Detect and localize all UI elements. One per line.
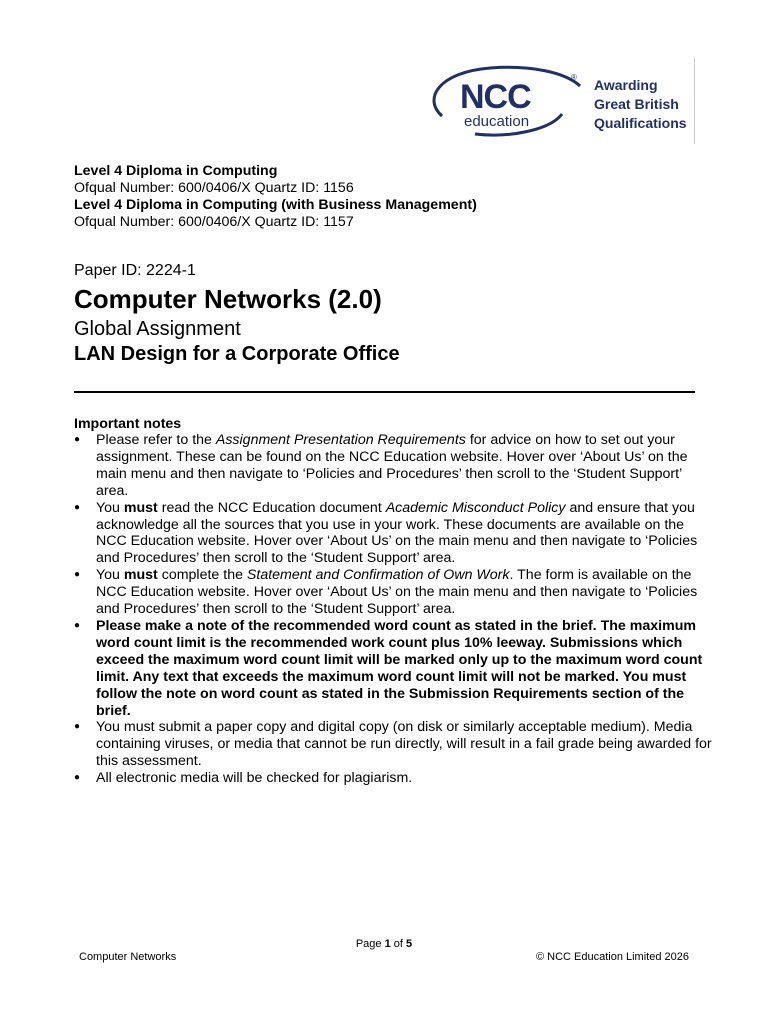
page-prefix: Page	[355, 938, 385, 950]
paper-id: Paper ID: 2224-1	[74, 262, 196, 279]
note-text: . The form is available on the NCC Education website. Hover over ‘About Us’ on the main menu and then navigate to ‘Policies and Procedures’ then scroll to the ‘Student Support’ area.	[96, 567, 698, 618]
footer-copyright: © NCC Education Limited 2026	[535, 951, 689, 963]
note-italic-text: Assignment Presentation Requirements	[215, 432, 466, 448]
logo-tagline	[594, 76, 687, 133]
note-item	[74, 432, 714, 500]
note-item	[74, 719, 714, 770]
horizontal-rule	[74, 391, 695, 393]
assignment-title: LAN Design for a Corporate Office	[74, 343, 400, 365]
important-notes-list	[74, 432, 714, 787]
note-bold-text: must	[123, 567, 158, 584]
page-number	[0, 938, 768, 950]
qualification-name: Level 4 Diploma in Computing	[74, 163, 278, 179]
logo-divider	[694, 58, 695, 144]
page-current: 1	[384, 938, 391, 950]
note-bold-text: Please make a note of the recommended word count as stated in the brief. The maximum word count limit is the recommended work count plus 10% leeway. Submissions which exceed the maximum word count limit will be marked only up to the maximum word count limit. Any text that exceeds the maximum word count limit will not be marked. You must follow the note on word count as stated in the Submission Requirements section of the brief.	[96, 617, 703, 719]
note-text: You	[96, 499, 124, 516]
note-text: complete the	[157, 567, 247, 584]
notes-heading: Important notes	[74, 416, 182, 432]
note-italic-text: Academic Misconduct Policy	[385, 499, 566, 516]
note-text: You must submit a paper copy and digital copy (on disk or similarly acceptable medium). Media containing viruses, or media that cannot be run directly, will result in a fail grade being awarded for this assessment.	[96, 719, 712, 770]
note-text: All electronic media will be checked for plagiarism.	[96, 770, 413, 787]
tagline-line: Great British	[594, 96, 679, 112]
note-item	[74, 770, 714, 787]
tagline-line: Awarding	[594, 77, 658, 93]
note-text: You	[96, 567, 124, 584]
document-title: Computer Networks (2.0)	[74, 284, 382, 314]
qualification-name: Level 4 Diploma in Computing (with Business Management)	[74, 197, 477, 213]
page-total: 5	[406, 938, 413, 950]
page-of: of	[390, 938, 407, 950]
note-text: and ensure that you acknowledge all the sources that you use in your work. These documents are available on the NCC Education website. Hover over ‘About Us’ on the main menu and then navigate to ‘Policies and Procedures’ then scroll to the ‘Student Support’ area.	[96, 499, 698, 567]
note-text: for advice on how to set out your assignment. These can be found on the NCC Education website. Hover over ‘About Us’ on the main menu and then navigate to ‘Policies and Procedures’ then scroll to the ‘Student Support’ area.	[96, 432, 688, 499]
note-text: Please refer to the	[96, 432, 216, 448]
note-item	[74, 618, 714, 719]
note-bold-text: must	[123, 499, 158, 516]
note-italic-text: Statement and Confirmation of Own Work	[246, 567, 510, 584]
svg-text:NCC: NCC	[460, 78, 531, 116]
tagline-line: Qualifications	[594, 115, 687, 131]
qualification-detail: Ofqual Number: 600/0406/X Quartz ID: 1157	[74, 214, 354, 230]
note-item	[74, 500, 714, 568]
note-item	[74, 567, 714, 618]
svg-text:education: education	[464, 113, 530, 130]
footer-course: Computer Networks	[79, 951, 177, 963]
note-text: read the NCC Education document	[157, 499, 386, 516]
registered-mark: ®	[571, 73, 577, 82]
qualification-detail: Ofqual Number: 600/0406/X Quartz ID: 1156	[74, 180, 354, 196]
qualifications	[74, 163, 477, 231]
document-subtitle: Global Assignment	[74, 318, 241, 340]
